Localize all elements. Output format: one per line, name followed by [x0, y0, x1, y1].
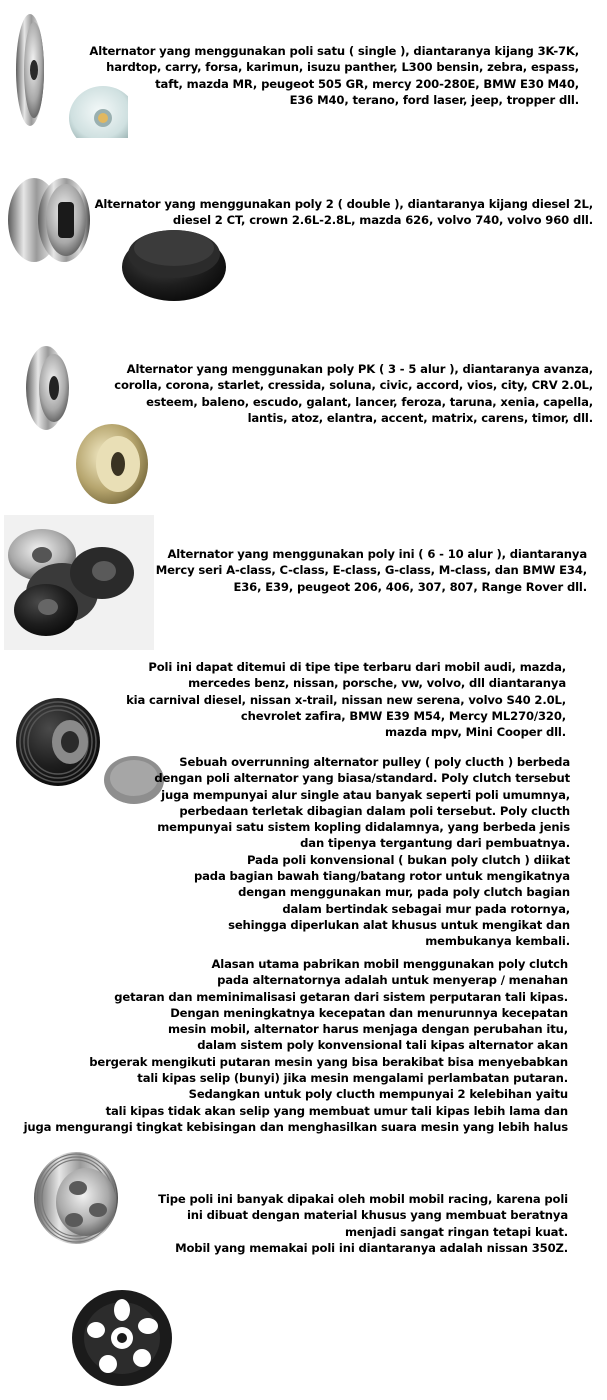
text-line: Alternator yang menggunakan poly ini ( 6 - 10 alur ), diantaranya — [167, 547, 587, 561]
text-line: menjadi sangat ringan tetapi kuat. — [344, 1224, 568, 1239]
section-7-text — [24, 956, 568, 1135]
text-line: pada alternatornya adalah untuk menyerap / menahan — [217, 973, 568, 988]
text-line: corolla, corona, starlet, cressida, soluna, civic, accord, vios, city, CRV 2.0L, — [114, 378, 593, 393]
text-line: dalam sistem poly konvensional tali kipas alternator akan — [197, 1038, 568, 1053]
text-line: dalam bertindak sebagai mur pada rotornya, — [282, 901, 570, 916]
text-line: sehingga diperlukan alat khusus untuk mengikat dan — [228, 917, 570, 932]
text-line: chevrolet zafira, BMW E39 M54, Mercy ML270/320, — [240, 708, 566, 723]
text-line: juga mengurangi tingkat kebisingan dan menghasilkan suara mesin yang lebih halus — [23, 1119, 568, 1134]
text-line: Mercy seri A-class, C-class, E-class, G-class, M-class, dan BMW E34, — [155, 563, 587, 578]
multi-groove-pulleys-image — [4, 515, 154, 650]
text-line: Mobil yang memakai poli ini diantaranya adalah nissan 350Z. — [175, 1240, 568, 1255]
text-line: Alternator yang menggunakan poly PK ( 3 - 5 alur ), diantaranya avanza, — [126, 362, 593, 376]
text-line: juga mempunyai alur single atau banyak seperti poli umumnya, — [161, 787, 570, 802]
text-line: Pada poli konvensional ( bukan poly clutch ) diikat — [247, 852, 570, 867]
text-line: Alasan utama pabrikan mobil menggunakan poly clutch — [211, 957, 568, 971]
text-line: diesel 2 CT, crown 2.6L-2.8L, mazda 626, volvo 740, volvo 960 dll. — [172, 213, 593, 228]
text-line: lantis, atoz, elantra, accent, matrix, carens, timor, dll. — [247, 410, 593, 425]
text-line: bergerak mengikuti putaran mesin yang bisa berakibat bisa menyebabkan — [89, 1054, 568, 1069]
text-line: hardtop, carry, forsa, karimun, isuzu panther, L300 bensin, zebra, espass, — [106, 60, 579, 75]
text-line: Dengan meningkatnya kecepatan dan menurunnya kecepatan — [170, 1005, 568, 1020]
section-4-text — [156, 546, 587, 595]
text-line: E36 M40, terano, ford laser, jeep, tropper dll. — [289, 92, 579, 107]
text-line: E36, E39, peugeot 206, 406, 307, 807, Range Rover dll. — [233, 579, 587, 594]
text-line: Sebuah overrunning alternator pulley ( poly clucth ) berbeda — [179, 755, 570, 769]
text-line: dan tipenya tergantung dari pembuatnya. — [300, 836, 570, 851]
text-line: mesin mobil, alternator harus menjaga dengan perubahan itu, — [167, 1022, 568, 1037]
text-line: Poli ini dapat ditemui di tipe tipe terbaru dari mobil audi, mazda, — [148, 660, 566, 674]
section-6-text — [154, 754, 570, 950]
text-line: kia carnival diesel, nissan x-trail, nissan new serena, volvo S40 2.0L, — [126, 692, 566, 707]
text-line: mazda mpv, Mini Cooper dll. — [385, 725, 566, 740]
text-line: Alternator yang menggunakan poli satu ( single ), diantaranya kijang 3K-7K, — [89, 44, 579, 58]
text-line: tali kipas tidak akan selip yang membuat umur tali kipas lebih lama dan — [105, 1103, 568, 1118]
text-line: taft, mazda MR, peugeot 505 GR, mercy 200-280E, BMW E30 M40, — [155, 76, 579, 91]
text-line: dengan poli alternator yang biasa/standard. Poly clutch tersebut — [154, 771, 570, 786]
section-8-text — [158, 1191, 568, 1256]
section-5-text — [126, 659, 566, 740]
text-line: mercedes benz, nissan, porsche, vw, volvo, dll diantaranya — [188, 676, 566, 691]
racing-pulley-image — [18, 1146, 183, 1391]
overrunning-pulley-image — [8, 692, 168, 822]
section-2-text — [95, 196, 593, 229]
text-line: Tipe poli ini banyak dipakai oleh mobil mobil racing, karena poli — [158, 1192, 568, 1206]
text-line: tali kipas selip (bunyi) jika mesin mengalami perlambatan putaran. — [137, 1071, 568, 1086]
text-line: esteem, baleno, escudo, galant, lancer, feroza, taruna, xenia, capella, — [146, 394, 593, 409]
section-1-text — [89, 43, 579, 108]
text-line: Sedangkan untuk poly clucth mempunyai 2 kelebihan yaitu — [188, 1087, 568, 1102]
text-line: perbedaan terletak dibagian dalam poli tersebut. Poly clucth — [179, 803, 570, 818]
text-line: ini dibuat dengan material khusus yang membuat beratnya — [186, 1208, 568, 1223]
text-line: mempunyai satu sistem kopling didalamnya, yang berbeda jenis — [157, 820, 570, 835]
text-line: membukanya kembali. — [425, 934, 570, 949]
text-line: getaran dan meminimalisasi getaran dari sistem perputaran tali kipas. — [114, 989, 568, 1004]
text-line: dengan menggunakan mur, pada poly clutch bagian — [238, 885, 570, 900]
section-3-text — [114, 361, 593, 426]
text-line: Alternator yang menggunakan poly 2 ( double ), diantaranya kijang diesel 2L, — [94, 197, 593, 211]
text-line: pada bagian bawah tiang/batang rotor untuk mengikatnya — [193, 869, 570, 884]
double-pulley-image — [4, 172, 234, 312]
